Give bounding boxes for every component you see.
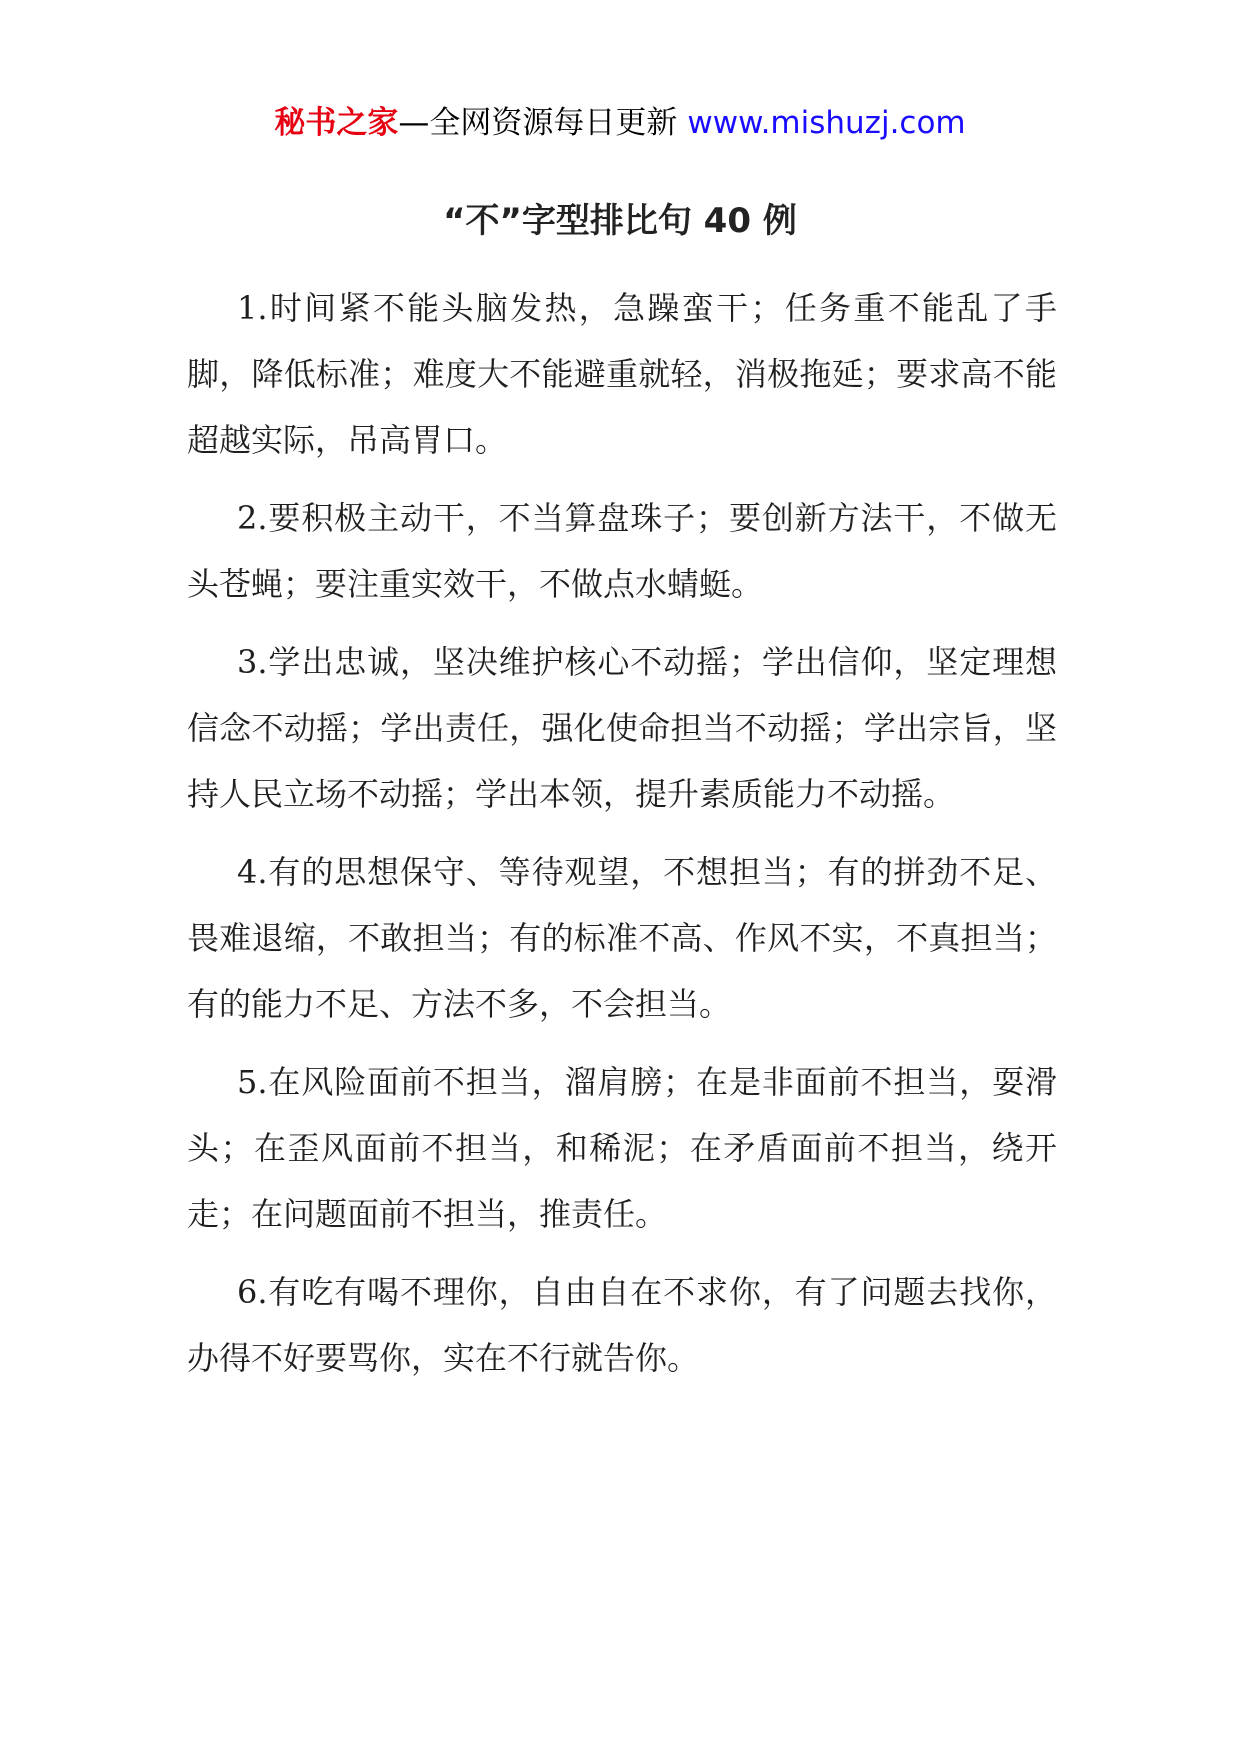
paragraph-4: 4.有的思想保守、等待观望，不想担当；有的拼劲不足、畏难退缩，不敢担当；有的标准不高、作风不实，不真担当；有的能力不足、方法不多，不会担当。 xyxy=(187,853,1057,1023)
paragraph-1: 1.时间紧不能头脑发热，急躁蛮干；任务重不能乱了手脚，降低标准；难度大不能避重就轻，消极拖延；要求高不能超越实际，吊高胃口。 xyxy=(187,289,1057,459)
site-slogan: —全网资源每日更新 xyxy=(398,105,678,141)
paragraph-5: 5.在风险面前不担当，溜肩膀；在是非面前不担当，耍滑头；在歪风面前不担当，和稀泥；在矛盾面前不担当，绕开走；在问题面前不担当，推责任。 xyxy=(187,1063,1057,1233)
document-body xyxy=(187,275,1057,1403)
brand-name: 秘书之家 xyxy=(274,105,399,141)
document-title: “不”字型排比句 40 例 xyxy=(443,201,797,241)
site-header xyxy=(0,98,1240,148)
paragraph-2: 2.要积极主动干，不当算盘珠子；要创新方法干，不做无头苍蝇；要注重实效干，不做点水蜻蜓。 xyxy=(187,499,1057,603)
paragraph-3: 3.学出忠诚，坚决维护核心不动摇；学出信仰，坚定理想信念不动摇；学出责任，强化使命担当不动摇；学出宗旨，坚持人民立场不动摇；学出本领，提升素质能力不动摇。 xyxy=(187,643,1057,813)
site-url-link[interactable]: www.mishuzj.com xyxy=(687,105,966,141)
paragraph-6: 6.有吃有喝不理你，自由自在不求你，有了问题去找你，办得不好要骂你，实在不行就告你。 xyxy=(187,1273,1057,1377)
